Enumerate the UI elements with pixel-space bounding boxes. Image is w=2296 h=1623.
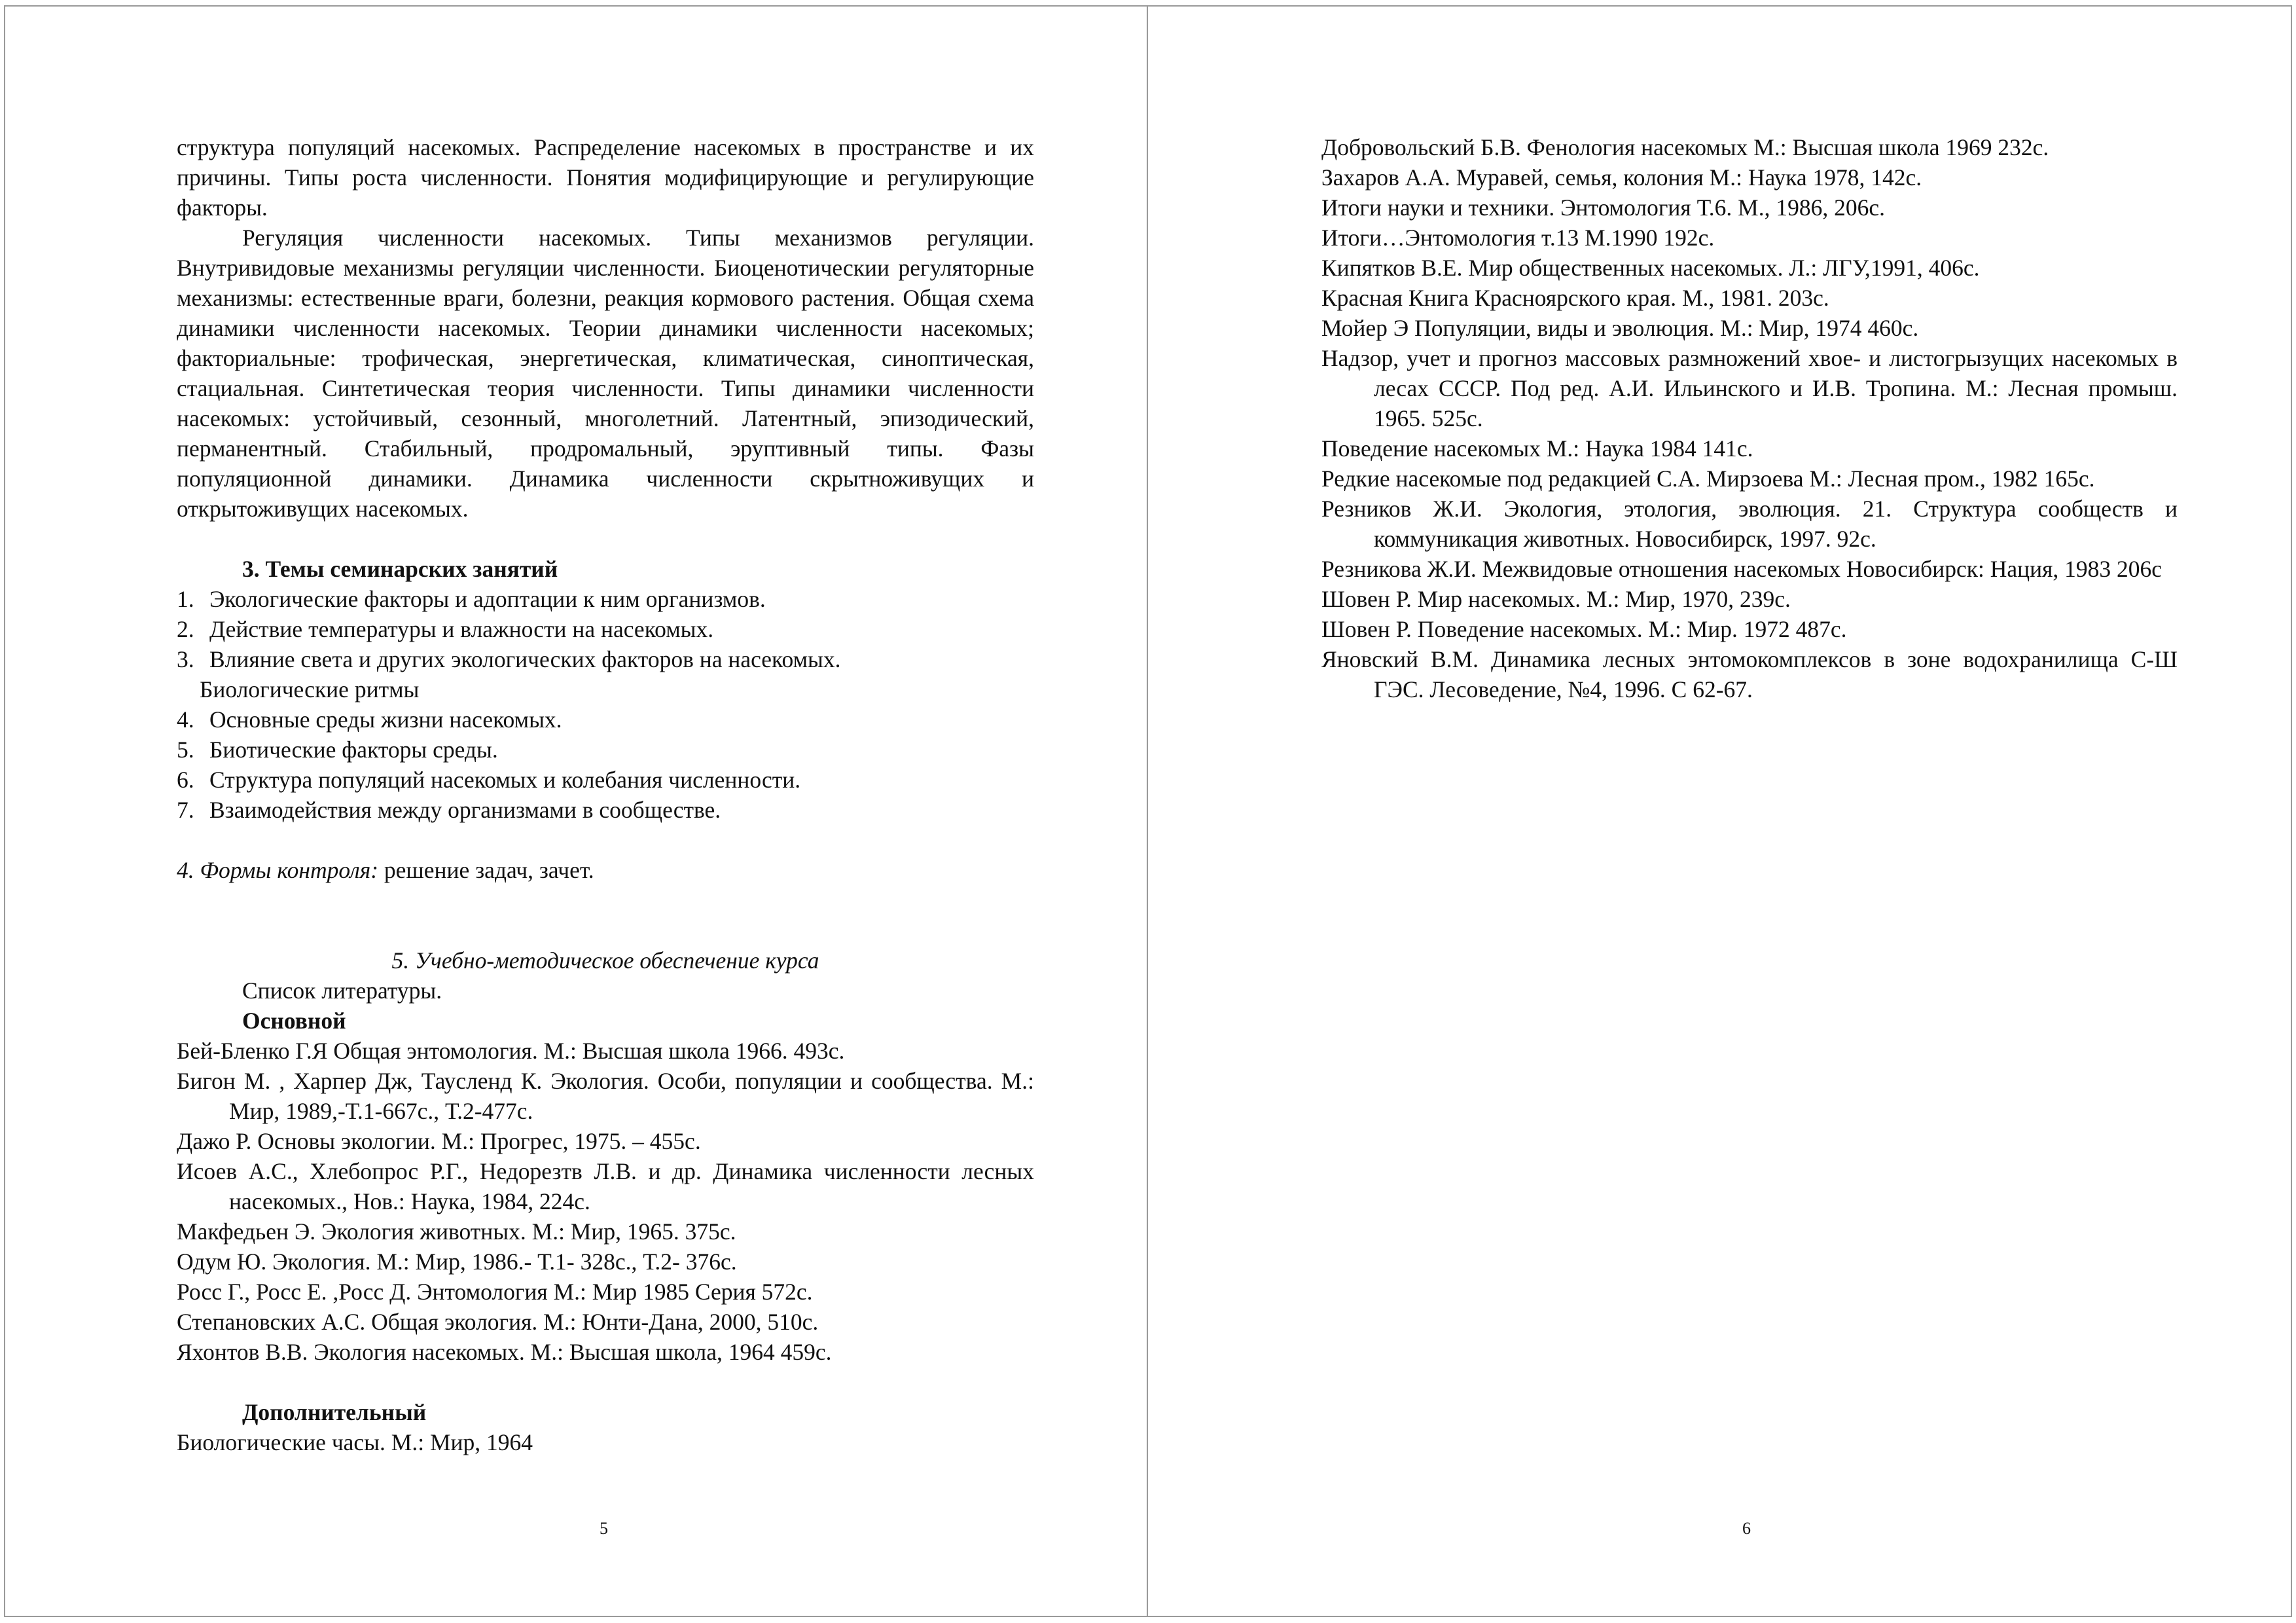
seminar-topic-text: Влияние света и других экологических факторов на насекомых. xyxy=(209,646,841,672)
seminar-topic-number: 7. xyxy=(177,797,194,823)
spacer xyxy=(177,885,1034,945)
seminar-topic-item xyxy=(177,644,1034,704)
seminar-topic-text: Структура популяций насекомых и колебания численности. xyxy=(209,767,801,793)
reference-item: Итоги…Энтомология т.13 М.1990 192с. xyxy=(1321,225,1715,251)
reference-item: Одум Ю. Экология. М.: Мир, 1986.- Т.1- 328с., Т.2- 376с. xyxy=(177,1249,737,1275)
seminar-topic-text: Экологические факторы и адоптации к ним организмов. xyxy=(209,586,766,612)
page-right xyxy=(1147,5,2292,1617)
reference-item: Надзор, учет и прогноз массовых размножений хвое- и листогрызущих насекомых в лесах СССР. Под ред. А.И. Ильинского и И.В. Тропина. М.: Лесная промыш. 1965. 525с. xyxy=(1321,345,2178,431)
seminar-topic-number: 6. xyxy=(177,767,194,793)
control-forms xyxy=(177,855,1034,885)
seminar-topics-list xyxy=(177,584,1034,825)
spacer xyxy=(177,524,1034,554)
seminar-topic-item xyxy=(177,614,1034,644)
seminar-topic-number: 5. xyxy=(177,737,194,763)
reference-item: Поведение насекомых М.: Наука 1984 141с. xyxy=(1321,435,1753,462)
section5-heading: 5. Учебно-методическое обеспечение курса xyxy=(391,947,819,974)
reference-item: Итоги науки и техники. Энтомология Т.6. М., 1986, 206с. xyxy=(1321,194,1885,221)
reference-item: Мойер Э Популяции, виды и эволюция. М.: Мир, 1974 460с. xyxy=(1321,315,1919,341)
reference-item: Шовен Р. Поведение насекомых. М.: Мир. 1972 487с. xyxy=(1321,616,1847,642)
seminar-topic-number: 2. xyxy=(177,616,194,642)
seminar-topic-item xyxy=(177,704,1034,735)
reference-item: Росс Г., Росс Е. ,Росс Д. Энтомология М.: Мир 1985 Серия 572с. xyxy=(177,1279,813,1305)
seminar-topic-number: 3. xyxy=(177,646,194,672)
additional-literature-list xyxy=(1321,132,2178,704)
seminar-topic-item xyxy=(177,735,1034,765)
seminar-heading: 3. Темы семинарских занятий xyxy=(242,556,558,582)
reference-item: Бигон М. , Харпер Дж, Таусленд К. Экология. Особи, популяции и сообщества. М.: Мир, 1989,-Т.1-667с., Т.2-477с. xyxy=(177,1068,1034,1124)
seminar-topic-number: 4. xyxy=(177,706,194,733)
reference-item: Бей-Бленко Г.Я Общая энтомология. М.: Высшая школа 1966. 493с. xyxy=(177,1038,845,1064)
seminar-topic-item xyxy=(177,584,1034,614)
main-literature-list xyxy=(177,1036,1034,1367)
reference-item: Резников Ж.И. Экология, этология, эволюция. 21. Структура сообществ и коммуникация животных. Новосибирск, 1997. 92с. xyxy=(1321,496,2178,552)
reference-item: Красная Книга Красноярского края. М., 1981. 203с. xyxy=(1321,285,1829,311)
reference-item: Добровольский Б.В. Фенология насекомых М.: Высшая школа 1969 232с. xyxy=(1321,134,2049,160)
reference-item: Степановских А.С. Общая экология. М.: Юнти-Дана, 2000, 510с. xyxy=(177,1309,819,1335)
seminar-topic-text: Действие температуры и влажности на насекомых. xyxy=(209,616,714,642)
reference-item: Резникова Ж.И. Межвидовые отношения насекомых Новосибирск: Нация, 1983 206с xyxy=(1321,556,2162,582)
main-literature-heading: Основной xyxy=(242,1008,346,1034)
seminar-topic-number: 1. xyxy=(177,586,194,612)
control-forms-text: решение задач, зачет. xyxy=(378,857,594,883)
page-number: 5 xyxy=(600,1519,608,1538)
reference-item: Шовен Р. Мир насекомых. М.: Мир, 1970, 239с. xyxy=(1321,586,1791,612)
seminar-topic-item xyxy=(177,765,1034,795)
seminar-topic-item xyxy=(177,795,1034,825)
literature-list-label: Список литературы. xyxy=(242,977,442,1004)
seminar-topic-text: Основные среды жизни насекомых. xyxy=(209,706,562,733)
page-number: 6 xyxy=(1742,1519,1751,1538)
reference-item: Яхонтов В.В. Экология насекомых. М.: Высшая школа, 1964 459с. xyxy=(177,1339,832,1365)
reference-item: Исоев А.С., Хлебопрос Р.Г., Недорезтв Л.В. и др. Динамика численности лесных насекомых., Нов.: Наука, 1984, 224с. xyxy=(177,1158,1034,1214)
paragraph-population-structure: структура популяций насекомых. Распределение насекомых в пространстве и их причины. Типы роста численности. Понятия модифицирующие и регулирующие факторы. xyxy=(177,134,1034,221)
spacer xyxy=(177,1367,1034,1397)
paragraph-regulation: Регуляция численности насекомых. Типы механизмов регуляции. Внутривидовые механизмы регуляции численности. Биоценотическии регуляторные механизмы: естественные враги, болезни, реакция кормового растения. Общая схема динамики численности насекомых. Теории динамики численности насекомых; факториальные: трофическая, энергетическая, климатическая, синоптическая, стациальная. Синтетическая теория численности. Типы динамики численности насекомых: устойчивый, сезонный, многолетний. Латентный, эпизодический, перманентный. Стабильный, продромальный, эруптивный типы. Фазы популяционной динамики. Динамика численности скрытноживущих и открытоживущих насекомых. xyxy=(177,225,1034,522)
reference-item: Дажо Р. Основы экологии. М.: Прогрес, 1975. – 455с. xyxy=(177,1128,701,1154)
reference-item: Кипятков В.Е. Мир общественных насекомых. Л.: ЛГУ,1991, 406с. xyxy=(1321,255,1980,281)
seminar-topic-continuation: Биологические ритмы xyxy=(200,676,420,702)
reference-item: Захаров А.А. Муравей, семья, колония М.: Наука 1978, 142с. xyxy=(1321,164,1922,191)
additional-literature-heading: Дополнительный xyxy=(242,1399,427,1425)
reference-item: Редкие насекомые под редакцией С.А. Мирзоева М.: Лесная пром., 1982 165с. xyxy=(1321,465,2095,492)
reference-item: Яновский В.М. Динамика лесных энтомокомплексов в зоне водохранилища С-Ш ГЭС. Лесоведение, №4, 1996. С 62-67. xyxy=(1321,646,2178,702)
page-right-content xyxy=(1321,132,2178,704)
page-left-content xyxy=(177,132,1034,1457)
spacer xyxy=(177,825,1034,855)
page-left xyxy=(4,5,1148,1617)
control-forms-label: 4. Формы контроля: xyxy=(177,857,379,883)
additional-literature-first: Биологические часы. М.: Мир, 1964 xyxy=(177,1429,533,1455)
seminar-topic-text: Биотические факторы среды. xyxy=(209,737,498,763)
seminar-topic-text: Взаимодействия между организмами в сообществе. xyxy=(209,797,721,823)
reference-item: Макфедьен Э. Экология животных. М.: Мир, 1965. 375с. xyxy=(177,1218,736,1245)
